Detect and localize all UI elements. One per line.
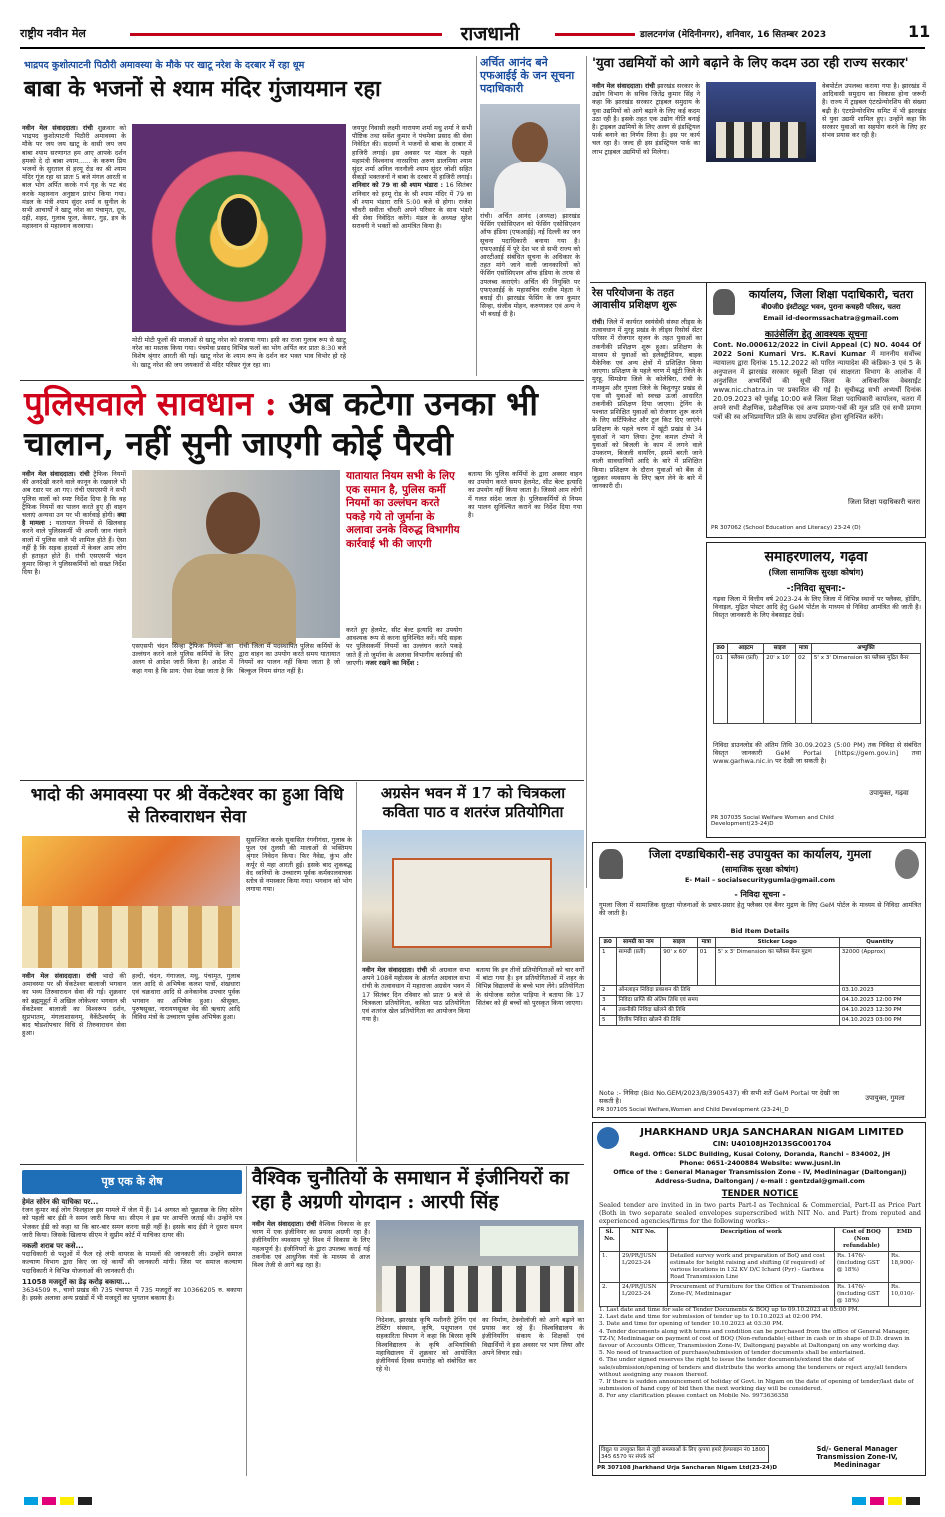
story3-headline: 'युवा उद्यमियों को आगे बढ़ाने के लिए कदम उठा रही राज्य सरकार': [592, 56, 909, 71]
ad3-cell: 03.10.2023: [839, 986, 920, 996]
story8-head3: 11058 मजदूरों का डेढ़ करोड़ बकाया...: [22, 1277, 131, 1286]
ad3-table: [599, 937, 921, 1089]
swatch-black: [78, 1497, 92, 1505]
ad3-th: Sticker Logo: [715, 938, 839, 948]
ad4-cell: 1.: [600, 1252, 620, 1283]
story9-body1: वैश्विक विकास के हर चरण में एक इंजीनियर का प्रयास अग्रणी रहा है। इंजीनियरिंग व्यवसाय पूरे विश्व में विकास के लिए महत्वपूर्ण है। इंजीनियरों के द्वारा उपलब्ध कराई गई तकनीक एवं आधुनिक यंत्रों के माध्यम से आज विश्व तेजी से आगे बढ़ रहा है।: [252, 1220, 370, 1270]
officer-head: [206, 492, 260, 554]
paper-name: राष्ट्रीय नवीन मेल: [20, 27, 86, 40]
ad3-note: Note :- निविदा (Bid No.GEM/2023/B/3905437) की सभी शर्तें GeM Portal पर देखी जा सकती है।: [599, 1089, 839, 1106]
ad3-cell: 5' x 3' Dimension का फ्लैक्स बैनर मुद्रण: [715, 948, 839, 986]
story7-col1: [362, 966, 470, 1160]
ad2-sign: उपायुक्त, गढ़वा: [869, 789, 909, 797]
ad2-cell: 01: [714, 654, 728, 724]
story5-headline: [24, 384, 584, 464]
ad4-th: EMD: [889, 1228, 921, 1252]
masthead-rule-red: [130, 33, 442, 36]
table-row: [600, 1016, 921, 1026]
swatch-magenta: [42, 1497, 56, 1505]
story5-col3: [346, 626, 462, 776]
story5-col1: [22, 470, 126, 776]
table-row: [600, 1252, 921, 1283]
story4-body-block: [592, 318, 702, 788]
story9-body3: का निर्माण, टेक्नोलॉजी को आगे बढ़ाने का प्रयास कर रहे हैं। विश्वविद्यालय के इंजीनियरिंग संकाय के शिक्षकों एवं विद्यार्थियों ने इस अवसर पर भाग लिया और अपने विचार रखे।: [482, 1316, 584, 1357]
story2-headline: अर्चित आनंद बने एफआईई के जन सूचना पदाधिकारी: [480, 56, 575, 95]
story3-col1: [592, 82, 700, 276]
ad4-term: 1. Last date and time for sale of Tender Documents & BOQ up to 09.10.2023 at 05:00 PM.: [599, 1307, 860, 1313]
ad2-th-remark: अभ्युक्ति: [811, 644, 920, 654]
table-row: [600, 1283, 921, 1307]
story9-headline: वैश्विक चुनौतियों के समाधान में इंजीनियरों का रहा है अग्रणी योगदान : आरपी सिंह: [252, 1167, 569, 1213]
story5-pullquote: यातायात नियम सभी के लिए एक समान है, पुलिस कर्मी नियमों का उल्लंघन करते पकड़े गये तो जुर्माना के अलावा उनके विरुद्ध विभागीय कार्रवाई भी की जाएगी: [346, 470, 460, 550]
story6-body1: भादो की अमावस्या पर श्री वेंकटेश्वर बालाजी भगवान का भव्य तिरुवाराधन सेवा की गई। शुक्रवार को ब्रह्ममुहूर्त में अखिल लोकेश्वर भगवान श्री वेंकटेश्वर बालाजी का विश्वरूप दर्शन, सुप्रभातम्, मंगलाशासनम्, वैकेंठैश्वर्यम् के बाद षोडशोपचार विधि से तिरुवाराधन सेवा हुआ।: [22, 972, 126, 1038]
masthead: [20, 20, 931, 46]
story5-body5: बताया कि पुलिस कर्मियों के द्वारा अक्सर वाहन का उपयोग करते समय हेलमेट, सीट बेल्ट इत्यादि का उपयोग नहीं किया जाता है। जिससे आम लोगों में गलत संदेश जाता है। पुलिसकर्मियों से नियम का पालन सुनिश्चित कराने का निर्देश दिया गया है।: [468, 470, 582, 520]
ad3-cell: निविदा प्राप्ति की अंतिम तिथि एवं समय: [616, 996, 839, 1006]
story4-headline: रेस परियोजना के तहत आवासीय प्रशिक्षण शुरू: [592, 288, 677, 311]
ad4-term: 4. Tender documents along with terms and condition can be purchased from the office of General Manager, TZ-IV, Medininagar on payment of cost of BOQ (Non-refundable) either in cash or in shape of D.D. drawn in favour of Accounts Officer, Transmission Zone-IV, Daltonganj payable at Daltonganj on any working day.: [599, 1328, 910, 1350]
ad3-cell: 32000 (Approx): [839, 948, 920, 986]
story8-head2: नकली शराब पर कसे...: [22, 1242, 84, 1251]
swatch-cyan: [24, 1497, 38, 1505]
ad2-subtitle: (जिला सामाजिक सुरक्षा कोषांग): [768, 568, 864, 577]
ad4-term: 6. The under signed reserves the right to issue the tender documents/extend the date of sale/submission/opening of tenders and distribute the works among the tenderers or reject any/all tenders without assigning any reason thereof.: [599, 1357, 908, 1378]
ad4-cell: 2.: [600, 1283, 620, 1307]
agrasen-bhawan-photo: [362, 830, 584, 962]
ad4-table: [599, 1227, 921, 1305]
venkateshwar-photo: [22, 836, 240, 968]
story9-byline: नवीन मेल संवाददाता। रांची: [252, 1220, 317, 1228]
story3-byline: नवीन मेल संवाददाता। रांची: [592, 82, 655, 90]
shyam-temple-photo: [132, 124, 346, 332]
story5-headline-text: [24, 384, 538, 463]
story5-body2: यातायात नियमों से खिलवाड़ करने वाले पुलिसकर्मी भी अपनी जान गंवाने वालों में पुलिस वाले भी शामिल होते हैं। ऐसा नहीं है कि सड़क हादसों में केवल आम लोग ही हताहत होते हैं। रांची एसएसपी चंदन कुमार सिन्हा ने पुलिसकर्मियों को सख्त निर्देश दिया है।: [22, 519, 126, 577]
ad3-cell: 4: [600, 1006, 617, 1016]
story8-body2: पदाधिकारी से पशुओं में फैल रहे लंपी वायरस के मामलों की जानकारी ली। उन्होंने समाज कल्याण विभाग द्वारा किए जा रहे कार्यों की जानकारी मांगी। जिस पर समाज कल्याण पदाधिकारी ने विभिन्न योजनाओं की जानकारी दी।: [22, 1250, 242, 1275]
story7-headline: अग्रसेन भवन में 17 को चित्रकला कविता पाठ व शतरंज प्रतियोगिता: [380, 784, 566, 821]
ssp-photo: [132, 470, 340, 638]
ad4-term: 2. Last date and time for submission of tender up to 10.10.2023 at 02:00 PM.: [599, 1314, 823, 1321]
ad3-cell: 5: [600, 1016, 617, 1026]
swatch-magenta: [870, 1497, 884, 1505]
ad3-email: E- Mail – socialsecuritygumla@gmail.com: [684, 876, 836, 884]
portrait-body: [494, 162, 566, 212]
ad2-th-qty: मात्रा: [796, 644, 812, 654]
ad4-term: 7. If there is sudden announcement of holiday of Govt. in Nigam on the date of opening of tender/last date of submission of hand copy of bid then the next working day will be considered.: [599, 1379, 914, 1393]
color-bar-left: [24, 1490, 224, 1500]
ad1-subtitle: बी0जी0 इंस्टीट्यूट भवन, पुराना कचहरी परिसर, चतरा: [761, 303, 901, 311]
ad4-cell: Rs. 18,900/-: [889, 1252, 921, 1283]
ad4-om: Office of the : General Manager Transmission Zone - IV, Medininagar (Daltonganj): [613, 1168, 907, 1176]
story8-head1: हेमंत सोरेन की याचिका पर...: [22, 1198, 99, 1206]
ad4-th: Description of work: [668, 1228, 835, 1252]
color-bar-right: [852, 1490, 932, 1500]
story7-body2: बताया कि इन तीनों प्रतियोगिताओं को चार वर्गों में बांटा गया है। इन प्रतियोगिताओं में शहर के विभिन्न विद्यालयों के बच्चे भाग लेंगे। प्रतियोगिता के संयोजक सरोज पाड़िया ने बताया कि 17 सितंबर को ही बच्चों को पुरस्कृत किया जाएगा।: [476, 966, 584, 1007]
story5-body3: एसएसपी चंदन सिन्हा ट्रैफिक नियमों का उल्लंघन करने वाले पुलिस कर्मियों के लिए अलग से आदेश जारी किया है। आदेश में कहा गया है कि प्राय: ऐसा देखा जाता है कि रांची जिला में पदस्थापित पुलिस कर्मियों के द्वारा वाहन का उपयोग करते समय यातायात नियमों का पालन नहीं किया जाता है जो बिल्कुल नियम संगत नहीं है।: [132, 642, 340, 675]
chatra-notice-ad: [706, 282, 926, 538]
emblem-icon: [599, 849, 623, 879]
story6-body3: सुसज्जित करके सुवासित रंगनीगंधा, गुलाब के फूल एवं तुलसी की मालाओं से भक्तिमय श्रृंगार निवेदन किया। फिर नैवेद्य, कुंभ और कर्पूर से महा आरती हुई। इसके बाद शुकबद्ध वेद ध्वनियों के उच्चारण पूर्वक कर्मकालवाचक स्तोत्र से नमस्कार किया गया। भगवान को भोग लगाया गया।: [246, 836, 352, 894]
story8-block: [22, 1198, 242, 1476]
ad4-office: Regd. Office: SLDC Building, Kusai Colony, Doranda, Ranchi – 834002, JH: [629, 1150, 891, 1158]
ad3-cell: वित्तीय निविदा खोलने की तिथि: [616, 1016, 839, 1026]
ad4-cell: Rs. 10,010/-: [889, 1283, 921, 1307]
ad4-term: 8. For any clarification please contact on Mobile No. 9973636358: [599, 1393, 789, 1400]
ad4-cell: 29/PR/JUSN L/2023-24: [620, 1252, 668, 1283]
table-row: [600, 948, 921, 986]
ad4-cell: Procurement of Furniture for the Office of Transmission Zone-IV, Medininagar: [668, 1283, 835, 1307]
ad4-cin: CIN: U40108JH2013SGC001704: [712, 1140, 832, 1148]
divider-h-bottom: [20, 1164, 584, 1165]
story6-headline: भादो की अमावस्या पर श्री वेंकटेश्वर का हुआ विधि से तिरुवाराधन सेवा: [30, 785, 344, 827]
ad3-cell: 90' x 60': [661, 948, 698, 986]
ad3-th: साइज: [661, 938, 698, 948]
ad3-notice: - निविदा सूचना -: [734, 890, 786, 899]
garhwa-tender-ad: [706, 542, 926, 838]
table-row: [600, 986, 921, 996]
table-row: [600, 1006, 921, 1016]
story6-byline: नवीन मेल संवाददाता। रांची: [22, 972, 97, 980]
divider-v3: [356, 782, 357, 1162]
dignitaries: [382, 1266, 578, 1312]
ad3-cell: 04.10.2023 12:30 PM: [839, 1006, 920, 1016]
story1-body4: 16 सितंबर शनिवार को हरमू रोड के श्री श्याम मंदिर में 79 वा श्री श्याम भंडारा रात्रि 5:00 बजे से होगा। राजेश चौधरी सवीता चौधरी अपने परिवार के साथ भंडारे की सेवा निवेदित करेंगे। मंडल के अध्यक्ष सुरेश सरावगी ने भक्तों को आमंत्रित किया है।: [352, 181, 472, 231]
swatch-yellow: [60, 1497, 74, 1505]
swatch-black: [906, 1497, 920, 1505]
story4-byline: रांची।: [592, 318, 605, 326]
ad3-th: सामग्री का नाम: [616, 938, 661, 948]
emblem-icon-right: [895, 849, 919, 879]
story1-headline: बाबा के भजनों से श्याम मंदिर गुंजायमान रहा: [24, 76, 381, 102]
ad4-notice: TENDER NOTICE: [721, 1189, 799, 1199]
ad2-cell: 02: [796, 654, 812, 724]
ad2-title: समाहरणालय, गढ़वा: [764, 549, 868, 565]
ad3-cell: तकनीकी निविदा खोलने की तिथि: [616, 1006, 839, 1016]
section-name: राजधानी: [460, 23, 520, 45]
table-row: [600, 996, 921, 1006]
jusnl-logo-icon: [597, 1127, 619, 1149]
ad2-th-size: साइज: [764, 644, 796, 654]
ad4-sign: Sd/- General Manager Transmission Zone-IV, Medininagar: [816, 1445, 898, 1469]
masthead-rule: [20, 47, 925, 49]
story5-subhead2: नजर रखने का निर्देश :: [365, 658, 419, 667]
ad1-title: कार्यालय, जिला शिक्षा पदाधिकारी, चतरा: [748, 288, 914, 301]
story1-body1: शुक्रवार को भाद्रपद कुशोत्पाटनी पिठौरी अमावस्या के मौके पर जय जय खाटू के वासी जय जय बाबा श्याम सरणागत हम आए आपके दर्शन हमको दे दो बाबा श्याम...... के करुण प्रिय भजनों के सुरताल से हरमू रोड का श्री श्याम मंदिर गूंज रहा था प्रातः 5 बजे मंगल आरती व बाल भोग अर्पित करके गर्भ गृह के पट बंद करके महास्नान अनुष्ठान प्रारंभ किया गया। मंडल के मंत्री श्याम सुंदर शर्मा व सुनील के सभी आचार्यों ने खाटू नरेश का पंचामृत, दूध, दही, शहद, गुलाब फूल, केसर, गुड़, इत्र के महास्नान से महास्नान करवाया।: [22, 124, 126, 231]
ad2-table: [713, 643, 921, 735]
deity-figure: [217, 194, 261, 250]
ad3-th: Quantity: [839, 938, 920, 948]
ad1-body: [713, 341, 921, 491]
page-number: 11: [908, 22, 931, 41]
ad4-th: Sl. No.: [600, 1228, 620, 1252]
ad4-cell: Rs. 1476/- (including GST @ 18%): [835, 1283, 889, 1307]
engineers-day-photo: [376, 1220, 584, 1312]
story5-body4: करते हुए हेलमेट, सीट बेल्ट इत्यादि का उपयोग आवश्यक रूप से करना सुनिश्चित करें। यदि सड़क पर पुलिसकर्मी नियमों का उल्लंघन करते पकड़े जाते हैं तो जुर्माना के अलावा विभागीय कार्रवाई की जाएगी।: [346, 626, 462, 667]
table-row: [714, 654, 921, 724]
story1-col1: [22, 124, 126, 376]
jusnl-tender-ad: [592, 1122, 926, 1476]
summit-photo: [706, 82, 816, 162]
ad3-subtitle: (सामाजिक सुरक्षा कोषांग): [721, 865, 799, 874]
story9-col1: [252, 1220, 370, 1476]
ad4-term: 3. Date and time for opening of tender 10.10.2023 at 03:30 PM.: [599, 1321, 784, 1328]
ad2-footer: निविदा डाउनलोड की अंतिम तिथि 30.09.2023 (5:00 PM) तक निविदा से संबंधित विस्तृत जानकारी GeM Portal [https://gem.gov.in] तथा www.garhwa.nic.in पर देखी जा सकती है।: [713, 741, 921, 766]
ad4-cell: Detailed survey work and preparation of BoQ and cost estimate for height raising and shifting (if required) of various locations in 132 KV D/C Ichard (Pyr) - Garhwa Road Transmission Line: [668, 1252, 835, 1283]
portrait-head: [512, 122, 548, 164]
story5-subhead: क्या है मामला :: [22, 511, 126, 528]
story5-byline: नवीन मेल संवाददाता। रांची: [22, 470, 90, 478]
story2-body: रांची। अर्चित आनंद (अध्यक्ष) झारखंड फेंसिंग एसोसिएशन को फेंसिंग एसोसिएशन ऑफ इंडिया (एफआईई) नई दिल्ली का जन सूचना पदाधिकारी बनाया गया है। एफएआईई में पूरे देश भर से सभी राज्य को आरटीआई संबंधित सूचना के अधिकार के तहत मांगे जाने वाली जानकारियों को फेंसिंग एसोसिएशन ऑफ इंडिया के तरफ से उपलब्ध कराएंगे। अर्चित की नियुक्ति पर एफएआईई के महासचिव राजीव मेहता ने बधाई दी। झारखंड फेंसिंग के जय कुमार सिन्हा, संजीव मोहन, करुणाकर एवं अन्य ने भी बधाई दी है।: [480, 212, 580, 319]
story1-col3: [352, 124, 472, 376]
story9-body2: निदेशक, झारखंड कृषि मशीनरी ट्रेनिंग एवं टेस्टिंग संस्थान, कृषि, पशुपालन एवं सहकारिता विभाग ने कहा कि बिरसा कृषि विश्वविद्यालय के कृषि अभियांत्रिकी महाविद्यालय में शुक्रवार को आयोजित इंजीनियर्स दिवस समारोह को संबोधित कर रहे थे।: [376, 1316, 476, 1374]
ad3-sign: उपायुक्त, गुमला: [865, 1094, 905, 1102]
story7-byline: नवीन मेल संवाददाता। रांची: [362, 966, 427, 974]
story6-body2: हल्दी, चंदन, गंगाजल, मधु, पंचामृत, गुलाब जल आदि से अभिषेक कलश पात्रों, शंखधारा एवं चक्रधारा आदि से अनेकानेक उपचार पूर्वक भगवान का अभिषेक हुआ। श्रीसूक्त, पुरुषसूक्त, नारायणसूक्त वेद की ऋचाएं आदि विविध मंत्रों के उच्चारण पूर्वक अभिषेक हुआ।: [132, 972, 240, 1022]
ad1-sign: जिला शिक्षा पदाधिकारी चतरा: [847, 498, 921, 506]
story6-col1: [22, 972, 126, 1160]
story7-body1: श्री अग्रवाल सभा अपने 108वें महोत्सव के अंतर्गत अग्रवाल सभा रांची के तत्वावधान में महाराजा अग्रसेन भवन में 17 सितंबर दिन रविवार को प्रातः 9 बजे से चित्रकला प्रतियोगिता, कविता पाठ प्रतियोगिता एवं शतरंज खेल प्रतियोगिता का आयोजन किया गया है।: [362, 966, 470, 1024]
story8-body1: रंजन कुमार कई लोग फिलहाल इस मामले में जेल में हैं। 14 अगस्त को पूछताछ के लिए सोरेन को पहली बार ईडी ने समन जारी किया था। सीएम ने इस पर आपत्ति जताई थी। उन्होंने पत्र भेजकर ईडी को कहा था कि बार-बार समन करना सही नहीं है। इसके बाद ईडी ने दूसरा समन जारी किया। जिसके खिलाफ सीएम ने सुप्रीम कोर्ट में याचिका दायर की।: [22, 1206, 242, 1239]
ad2-th-no: क्र0: [714, 644, 728, 654]
ad4-helpline: विद्युत या उपयुक्त बिल से जुड़ी समस्याओं के लिए कृपया हमारे हेल्पलाइन नं0 1800 345 6570 पर संपर्क करें: [599, 1445, 769, 1463]
continuation-label: पृष्ठ एक के शेष: [101, 1175, 163, 1188]
ad3-cell: 04.10.2023 12:00 PM: [839, 996, 920, 1006]
ad4-pr: PR 307108 Jharkhand Urja Sancharan Nigam Ltd(23-24)D: [597, 1465, 777, 1471]
ad3-pr: PR 307105 Social Welfare,Women and Child Development (23-24)_D: [597, 1107, 789, 1113]
ad3-body: गुमला जिला में सामाजिक सुरक्षा योजनाओं के प्रचार-प्रसार हेतु फ्लैक्स एवं बैनर मुद्रण के लिए GeM पोर्टल के माध्यम से निविदा आमंत्रित की जाती है।: [599, 901, 921, 918]
swatch-yellow: [888, 1497, 902, 1505]
ad4-intro: Sealed tender are invited in in two parts Part-I as Technical & Commercial, Part-II as Price Part (Both in two separate sealed envelopes superscribed with NIT No. and Part) from reputed and experienced agencies/firms for the following works:-: [599, 1201, 921, 1226]
story1-body3: जयपुर निवासी लक्ष्मी नारायण शर्मा मधु शर्मा ने सभी पौष्टिक तथा सर्वेश कुमार ने पंचमेवा प्रसाद की सेवा निवेदित की। सदस्यों ने भजनों से बाबा के दरबार में हाजिरी लगाई। इस अवसर पर मंडल के पहले महामंत्री विश्वनाथ नारसरिया अरुण डालमिया श्याम सुंदर शर्मा अनिल नारनौली श्याम सुंदर जोशी सहित सैकड़ों भक्तजनों ने बाबा के दरबार में हाजिरी लगाई।: [352, 124, 472, 182]
story3-body1: झारखंड सरकार के उद्योग विभाग के सचिव जितेंद्र कुमार सिंह ने कहा कि झारखंड सरकार ट्राइबल समुदाय के युवा उद्यमियों को आगे बढ़ाने के लिए कई कदम उठा रही है। इसके तहत एक उद्योग नीति बनाई है। ट्राइबल उद्यमियों के लिए अलग से इंडस्ट्रियल पार्क बनाने का निर्णय लिया है। इस पर कार्य चल रहा है। जल्द ही इस इंडस्ट्रियल पार्क का लाभ ट्राइबल उद्यमियों को मिलेगा।: [592, 82, 700, 156]
divider-h-story4: [590, 282, 706, 283]
ad3-cell: 2: [600, 986, 617, 996]
ad1-body-text: में माननीय सर्वोच्च न्यायालय द्वारा दिनांक 15.12.2022 को पारित न्यायादेश की कंडिका-3 एवं 5 के अनुपालन में झारखंड सरकार स्कूली शिक्षा एवं साक्षरता विभाग के आलोक में अनुशंसित अभ्यर्थियों की सूची जिला के अधिकारिक वेबसाईट www.nic.chatra.in पर प्रकाशित की गई है। सूचीबद्ध सभी अभ्यर्थी दिनांक 20.09.2023 को पूर्वाह्न 10:00 बजे जिला शिक्षा पदाधिकारी कार्यालय, चतरा में अपने सभी शैक्षणिक, प्रशैक्षणिक एवं अन्य प्रमाण-पत्रों की मूल प्रति एवं सभी प्रमाण पत्रों की स्व अभिप्रमाणित प्रति के साथ उपस्थित होना सुनिश्चित करेंगे।: [713, 350, 921, 421]
ad4-terms: [599, 1307, 921, 1443]
ad4-term: 5. No need of transaction of purchase/submission of tender documents shall be entertained.: [599, 1350, 866, 1357]
ad3-th: क्र0: [600, 938, 617, 948]
ad2-pr: PR 307035 Social Welfare Women and Child Development(23-24)D: [711, 815, 834, 827]
ad3-cell: 1: [600, 948, 617, 986]
banner: [480, 1226, 578, 1256]
ad3-bid-caption: Bid Item Details: [730, 927, 790, 935]
divider-h-story5: [20, 380, 584, 381]
ad1-notice: काउंसेलिंग हेतु आवश्यक सूचना: [764, 330, 868, 340]
story1-subhead: शनिवार को 79 वा श्री श्याम भंडारा :: [352, 181, 444, 190]
ad3-cell: सामग्री (प्रती): [616, 948, 661, 986]
ad3-cell: 04.10.2023 03:00 PM: [839, 1016, 920, 1026]
ad2-cell: 20' x 10': [764, 654, 796, 724]
ad2-notice: -:निविदा सूचना:-: [786, 584, 846, 594]
divider-h-story6: [20, 780, 584, 781]
ad4-addr: Address-Sudna, Daltonganj / e-mail : gentzdal@gmail.com: [655, 1177, 865, 1185]
ad3-th: मात्रा: [697, 938, 715, 948]
story5-body1: ट्रैफिक नियमों की अनदेखी करने वाले कानून के रखवाले भी अब रडार पर आ गए। रांची एसएसपी ने सभी पुलिस वालों को स्पष्ट निर्देश दिया है कि वह ट्रैफिक नियमों का पालन करते हुए ही वाहन चलाएं अन्यथा उन पर भी कार्रवाई होगी।: [22, 470, 126, 520]
ad4-cell: Rs. 1476/- (including GST @ 18%): [835, 1252, 889, 1283]
ad4-th: NIT No.: [620, 1228, 668, 1252]
dateline: डालटनगंज (मेदिनीनगर), शनिवार, 16 सितम्बर 2023: [640, 30, 827, 40]
story1-kicker: भाद्रपद कुशोत्पाटनी पिठौरी अमावस्या के मौके पर खाटू नरेश के दरबार में रहा धूम: [24, 60, 305, 71]
story1-body2: मोटी मोटी फूलों की मालाओं से खाटू नरेश को सजाया गया। इसी का राजा गुलाब रूप से खाटू नरेश का मस्तक किया गया। पंचमेवा प्रसाद विभिन्न फलों का भोग अर्पित कर प्रातः 8:30 बजे विशेष श्रृंगार आरती की गई। खाटू नरेश के श्याम रूप के दर्शन कर भक्त भाव विभोर हो रहे थे। खाटू नरेश की जय जयकारों से मंदिर परिसर गूंज रहा था।: [132, 336, 346, 369]
masthead-rule-red-2: [555, 33, 635, 36]
story5-headline-rest: अब कटेगा उनका भी चालान, नहीं सुनी जाएगी कोई पैरवी: [24, 384, 538, 463]
ad2-th-item: आइटम: [728, 644, 764, 654]
emblem-icon: [713, 289, 735, 315]
ad2-cell: 5' x 3' Dimension का फ्लैक्स मुद्रित बैनर: [811, 654, 920, 724]
ad3-cell: 3: [600, 996, 617, 1006]
divider-v4: [246, 1166, 247, 1476]
ad2-body: गढ़वा जिला में वित्तीय वर्ष 2023-24 के लिए जिला में विभिन्न स्थानों पर फ्लैक्स, होर्डिंग, विनाइल, मुद्रित पोस्टर आदि हेतु GeM पोर्टल के माध्यम से निविदा आमंत्रित की जाती है। विस्तृत जानकारी के लिए वेबसाइट देखें।: [713, 595, 921, 620]
divider-v2: [586, 56, 587, 888]
gumla-tender-ad: [592, 842, 926, 1118]
story8-body3: 3634509 रु., चानो प्रखंड की 735 पंचायत में 735 मजदूरों का 10366205 रु. बकाया है। इसके अलावा अन्य प्रखंडों में भी मजदूरों का भुगतान बकाया है।: [22, 1286, 242, 1303]
story4-body: जिले में कार्यरत स्वयंसेवी संस्था लीड्स के तत्वावधान में मुरहू प्रखंड के लीड्स रिसोर्स सेंटर परिसर में रोजगार सृजन के तहत युवाओं का तकनीकी प्रशिक्षण शुरू हुआ। प्रशिक्षण के माध्यम से युवाओं को इलेक्ट्रीशियन, बाइक मैकेनिक एवं अन्य क्षेत्रों में प्रशिक्षित किया जाएगा। प्रशिक्षण के पहले चरण में खूंटी जिले के मुरहू, सिमडेगा जिले के कोलेबिरा, रांची के नामकुम और गुमला जिले के बिशुनपुर प्रखंड से एक सौ युवाओं को स्वच्छ ऊर्जा आधारित तकनीकी प्रशिक्षण दिया जाएगा। ट्रेनिंग के पश्चात प्रशिक्षित युवाओं को रोजगार शुरू करने के लिए सर्टिफिकेट और टूल किट दिए जाएंगे। प्रशिक्षण के पहले चरण में खूंटी प्रखंड से 34 युवाओं ने भाग लिया। ट्रेनर कमल टोप्पो ने युवाओं को बिजली के काम में लगने वाले उपकरण, बिजली वायरिंग, इसमें बरती जाने वाली सावधानियों आदि के बारे में प्रशिक्षित किया। प्रशिक्षण के दौरान युवाओं को बैंक से जुड़कर व्यवसाय के लिए ऋण लेने के बारे में जानकारी दी।: [592, 318, 702, 491]
crowd: [22, 906, 240, 968]
building: [392, 858, 552, 948]
story5-headline-red: पुलिसवाले सावधान :: [24, 384, 277, 423]
officer-body: [172, 554, 296, 644]
archit-anand-photo: [480, 104, 580, 208]
ad4-title: JHARKHAND URJA SANCHARAN NIGAM LIMITED: [640, 1127, 904, 1138]
story1-byline: नवीन मेल संवाददाता। रांची: [22, 124, 93, 132]
ad4-th: Cost of BOQ (Non refundable): [835, 1228, 889, 1252]
ad3-title: जिला दण्डाधिकारी-सह उपायुक्त का कार्यालय, गुमला: [648, 847, 872, 861]
story3-body2: वेबपोर्टल उपलब्ध कराया गया है। झारखंड में आदिवासी समुदाय का विकास होना जरूरी है। राज्य में ट्राइबल एंटरप्रेन्योरशिप की संख्या बढ़ी है। एंटरप्रेन्योरशिप समिट में भी झारखंड से युवा उद्यमी शामिल हुए। उन्होंने कहा कि सरकार युवाओं का सहयोग करने के लिए हर संभव प्रयास कर रही है।: [822, 82, 926, 140]
stage-people: [716, 122, 806, 158]
ad3-cell: 01: [697, 948, 715, 986]
ad4-cell: 24/PR/JUSN L/2023-24: [620, 1283, 668, 1307]
ad1-pr: PR 307062 (School Education and Literacy) 23-24 (D): [711, 525, 861, 531]
divider-v1: [476, 56, 477, 376]
swatch-cyan: [852, 1497, 866, 1505]
ad2-cell: फ्लैक्स (प्रती): [728, 654, 764, 724]
continuation-box: [22, 1170, 242, 1194]
ad3-cell: ऑनलाइन निविदा प्रकाशन की तिथि: [616, 986, 839, 996]
ad4-phone: Phone: 0651-2400884 Website: www.jusnl.in: [679, 1159, 841, 1167]
ad1-email: Email id-deormssachatra@gmail.com: [763, 314, 899, 322]
ad1-case: Cont. No.000612/2022 in Civil Appeal (C) NO. 4044 Of 2022 Soni Kumari Vrs. K.Ravi Kumar: [713, 341, 921, 358]
